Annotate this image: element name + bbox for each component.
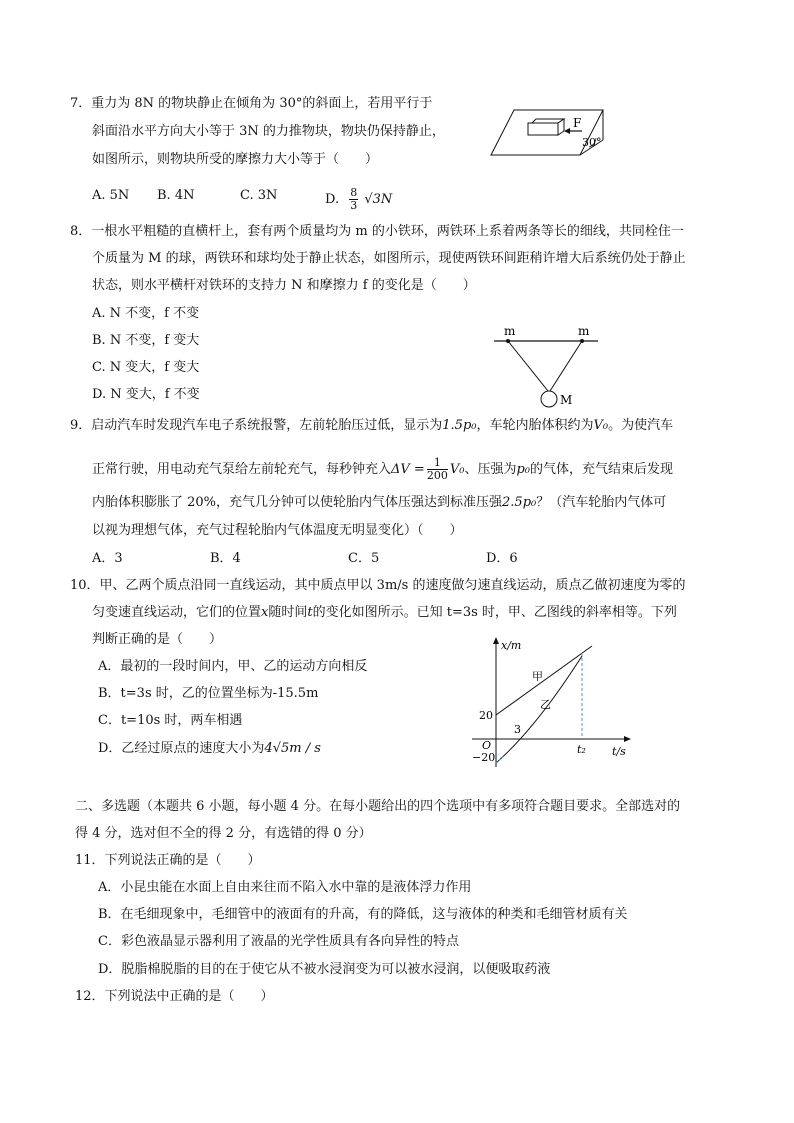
q10-line2-text-a: 匀变速直线运动，它们的位置 [92, 605, 262, 620]
q10-option-d-value: 4√5m / s [264, 741, 321, 756]
q8-option-b: B. N 不变，f 变大 [92, 333, 200, 348]
origin-label: O [482, 739, 492, 752]
y-tick-neg-20: −20 [472, 751, 496, 764]
q8-option-a: A. N 不变，f 不变 [92, 306, 200, 321]
q9-fraction [427, 457, 448, 482]
q8-stem-line1: 8．一根水平粗糙的直横杆上，套有两个质量均为 m 的小铁环，两铁环上系着两条等长的细线，共同栓住一 [70, 224, 684, 239]
q10-line2-text-c: 的变化如图所示。已知 t=3s 时，甲、乙图线的斜率相等。下列 [312, 605, 677, 620]
right-string [550, 341, 582, 391]
q9-pressure-displayed: 1.5p₀ [442, 418, 477, 433]
q9-line1-text-c: ，车轮内胎体积约为 [476, 418, 594, 433]
q7-option-a: A. 5N [92, 188, 130, 203]
left-ring-label: m [504, 324, 516, 338]
q7-stem-line2: 斜面沿水平方向大小等于 3N 的力推物块，物块仍保持静止， [92, 124, 445, 139]
q10-option-c: C．t=10s 时，两车相遇 [98, 713, 243, 728]
q10-option-b: B．t=3s 时，乙的位置坐标为-15.5m [98, 686, 319, 701]
q9-option-c: C．5 [348, 551, 380, 566]
q10-option-a: A．最初的一段时间内，甲、乙的运动方向相反 [98, 659, 368, 674]
angle-label: 30° [582, 136, 602, 149]
q8-stem-line2: 个质量为 M 的球，两铁环和球均处于静止状态，如图所示，现使两铁环间距稍许增大后系统仍处于静止 [92, 251, 686, 266]
left-ring-icon [506, 339, 510, 343]
q11-option-a: A．小昆虫能在水面上自由来往而不陷入水中靠的是液体浮力作用 [98, 880, 472, 895]
block-icon [528, 123, 558, 135]
q9-line2-text-a: 正常行驶，用电动充气泵给左前轮充气，每秒钟充入 [92, 462, 392, 477]
q9-line1-text-a: 9．启动汽车时发现汽车电子系统报警，左前轮胎压过低，显示为 [70, 418, 443, 433]
left-string [508, 341, 548, 391]
q9-line3-text-c: ？（汽车轮胎内气体可 [536, 495, 667, 510]
q8-option-c: C. N 变大，f 变大 [92, 360, 200, 375]
right-ring-icon [580, 339, 584, 343]
q7-option-d [325, 187, 392, 212]
q7-option-c: C. 3N [240, 188, 278, 203]
x-axis-arrow-icon [624, 736, 631, 742]
q9-line3-text-a: 内胎体积膨胀了 20%，充气几分钟可以使轮胎内气体压强达到标准压强 [92, 495, 503, 510]
q9-volume-symbol: V₀ [593, 418, 609, 433]
force-label: F [573, 116, 582, 130]
q9-line2-text-f: 的气体，充气结束后发现 [530, 462, 674, 477]
q7-option-d-fraction [349, 187, 358, 212]
q7-incline-figure [488, 100, 606, 162]
y-axis-arrow-icon [493, 637, 499, 644]
q11-option-d: D．脱脂棉脱脂的目的在于使它从不被水浸润变为可以被水浸润，以便吸取药液 [98, 962, 551, 977]
q11-option-b: B．在毛细现象中，毛细管中的液面有的升高，有的降低，这与液体的种类和毛细管材质有关 [98, 907, 628, 922]
q7-option-d-tail: √3N [364, 192, 393, 207]
q7-option-b: B. 4N [157, 188, 195, 203]
q9-option-d: D．6 [486, 551, 518, 566]
q10-stem-line3: 判断正确的是（ ） [92, 632, 223, 647]
series-yi-label: 乙 [540, 698, 551, 711]
q10-option-d [98, 740, 321, 758]
q7-option-d-numerator: 8 [350, 186, 358, 199]
q8-rings-figure [490, 322, 602, 410]
q7-option-d-denominator: 3 [350, 199, 358, 212]
series-jia-label: 甲 [532, 670, 543, 683]
q7-stem-line3: 如图所示，则物块所受的摩擦力大小等于（ ） [92, 152, 379, 167]
q9-line1-text-e: 。为使汽车 [608, 418, 674, 433]
q7-stem-line1: 7．重力为 8N 的物块静止在倾角为 30°的斜面上，若用平行于 [70, 96, 433, 111]
q9-stem-line1 [70, 417, 673, 435]
ball-icon [541, 391, 557, 407]
q9-line2-text-d: 、压强为 [464, 462, 517, 477]
ball-label: M [560, 393, 573, 407]
q9-stem-line4: 以视为理想气体，充气过程轮胎内气体温度无明显变化）（ ） [92, 523, 463, 538]
q10-stem-line1: 10．甲、乙两个质点沿同一直线运动，其中质点甲以 3m/s 的速度做匀速直线运动，质点乙做初速度为零的 [70, 578, 686, 593]
q9-option-a: A．3 [92, 551, 123, 566]
q10-symbol-t: t [307, 605, 313, 620]
q11-option-c: C．彩色液晶显示器利用了液晶的光学性质具有各向异性的特点 [98, 934, 459, 949]
q10-symbol-x: x [261, 605, 269, 620]
q9-p0: p₀ [516, 462, 530, 477]
q10-line2-text-b: 随时间 [268, 605, 308, 620]
q9-v0: V₀ [449, 462, 465, 477]
q9-delta-v: ΔV = [391, 462, 425, 477]
x-axis-label: t/s [612, 745, 626, 758]
q8-stem-line3: 状态，则水平横杆对铁环的支持力 N 和摩擦力 f 的变化是（ ） [92, 278, 476, 293]
q9-stem-line2 [92, 457, 673, 482]
y-axis-label: x/m [501, 639, 522, 652]
q9-fraction-denominator: 200 [426, 469, 448, 482]
x-tick-t2: t₂ [577, 743, 586, 756]
q9-stem-line3 [92, 494, 666, 512]
q8-option-d: D. N 变大，f 不变 [92, 387, 200, 402]
q12-stem: 12．下列说法中正确的是（ ） [75, 989, 274, 1004]
q9-fraction-numerator: 1 [427, 457, 448, 470]
q9-option-b: B．4 [210, 551, 241, 566]
q11-stem: 11．下列说法正确的是（ ） [75, 853, 261, 868]
x-tick-3: 3 [514, 723, 521, 736]
q10-option-d-text: D．乙经过原点的速度大小为 [98, 741, 265, 756]
right-ring-label: m [578, 324, 590, 338]
q7-option-d-prefix: D. [325, 192, 340, 207]
q10-position-time-graph [466, 633, 636, 775]
y-tick-20: 20 [479, 709, 493, 722]
force-arrowhead-icon [564, 128, 570, 134]
section2-heading-line2: 得 4 分，选对但不全的得 2 分，有选错的得 0 分） [75, 826, 372, 841]
q9-standard-pressure: 2.5p₀ [502, 495, 537, 510]
section2-heading-line1: 二、多选题（本题共 6 小题，每小题 4 分。在每小题给出的四个选项中有多项符合题目要求。全部选对的 [75, 799, 681, 814]
q10-stem-line2 [92, 604, 677, 622]
origin-tangent-guide [496, 756, 504, 763]
